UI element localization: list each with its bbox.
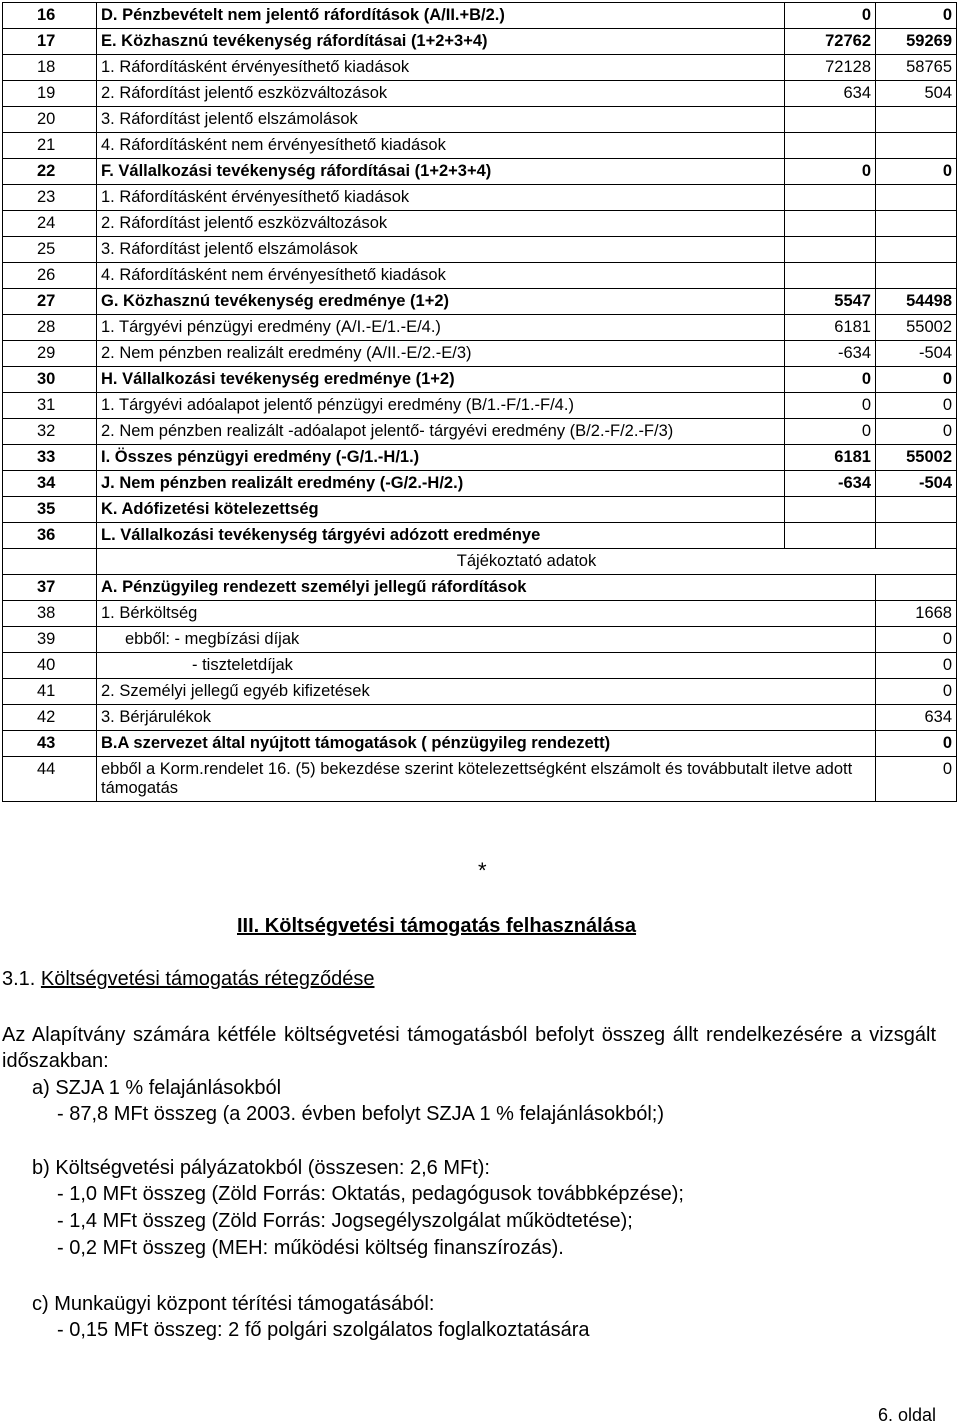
value-current-year: 0 [876, 367, 957, 393]
row-label: 2. Ráfordítást jelentő eszközváltozások [97, 81, 785, 107]
value-current-year: 54498 [876, 289, 957, 315]
info-heading-row [3, 549, 957, 575]
value-current-year [876, 133, 957, 159]
section-heading: III. Költségvetési támogatás felhasználása [237, 915, 637, 937]
value-current-year: 0 [876, 159, 957, 185]
value-current-year: -504 [876, 341, 957, 367]
row-number: 23 [3, 185, 97, 211]
table-row [3, 133, 957, 159]
table-row [3, 159, 957, 185]
value-previous-year: 0 [785, 159, 876, 185]
row-value: 634 [876, 705, 957, 731]
row-label: 1. Tárgyévi adóalapot jelentő pénzügyi eredmény (B/1.-F/1.-F/4.) [97, 393, 785, 419]
value-previous-year: -634 [785, 471, 876, 497]
row-label: A. Pénzügyileg rendezett személyi jellegű ráfordítások [97, 575, 876, 601]
table-row [3, 445, 957, 471]
row-value: 1668 [876, 601, 957, 627]
row-number: 26 [3, 263, 97, 289]
value-current-year [876, 497, 957, 523]
row-label: 3. Ráfordítást jelentő elszámolások [97, 107, 785, 133]
row-number: 17 [3, 29, 97, 55]
value-current-year [876, 237, 957, 263]
row-value: 0 [876, 653, 957, 679]
asterisk: * [478, 858, 487, 883]
row-label: 2. Nem pénzben realizált -adóalapot jelentő- tárgyévi eredmény (B/2.-F/2.-F/3) [97, 419, 785, 445]
table-row [3, 237, 957, 263]
row-number: 28 [3, 315, 97, 341]
table-row [3, 471, 957, 497]
value-current-year: 0 [876, 419, 957, 445]
value-current-year: 0 [876, 3, 957, 29]
table-row [3, 289, 957, 315]
row-label: L. Vállalkozási tevékenység tárgyévi adózott eredménye [97, 523, 785, 549]
row-number: 34 [3, 471, 97, 497]
item-c-detail: - 0,15 MFt összeg: 2 fő polgári szolgálatos foglalkoztatására [57, 1319, 590, 1341]
row-number: 36 [3, 523, 97, 549]
value-current-year [876, 523, 957, 549]
row-label: D. Pénzbevételt nem jelentő ráfordítások (A/II.+B/2.) [97, 3, 785, 29]
table-row [3, 263, 957, 289]
row-label: 1. Ráfordításként érvényesíthető kiadások [97, 55, 785, 81]
row-label: - tiszteletdíjak [97, 653, 876, 679]
table-row [3, 731, 957, 757]
table-row [3, 653, 957, 679]
value-previous-year [785, 211, 876, 237]
value-previous-year: 6181 [785, 315, 876, 341]
table-row [3, 575, 957, 601]
value-previous-year: 72762 [785, 29, 876, 55]
table-row [3, 419, 957, 445]
row-value [876, 575, 957, 601]
item-a-title: a) SZJA 1 % felajánlásokból [32, 1077, 282, 1099]
row-value: 0 [876, 679, 957, 705]
value-previous-year [785, 497, 876, 523]
value-current-year: 59269 [876, 29, 957, 55]
row-number: 16 [3, 3, 97, 29]
subsection-title: Költségvetési támogatás rétegződése [40, 968, 375, 990]
row-number: 35 [3, 497, 97, 523]
row-number: 33 [3, 445, 97, 471]
table-row [3, 601, 957, 627]
value-current-year: 58765 [876, 55, 957, 81]
row-number: 18 [3, 55, 97, 81]
row-number: 32 [3, 419, 97, 445]
row-number: 39 [3, 627, 97, 653]
value-previous-year [785, 107, 876, 133]
financial-table [2, 2, 957, 802]
row-number: 29 [3, 341, 97, 367]
row-label: F. Vállalkozási tevékenység ráfordításai (1+2+3+4) [97, 159, 785, 185]
value-current-year [876, 263, 957, 289]
value-current-year [876, 211, 957, 237]
row-label: I. Összes pénzügyi eredmény (-G/1.-H/1.) [97, 445, 785, 471]
item-c-title: c) Munkaügyi központ térítési támogatásából: [32, 1293, 435, 1315]
row-label: 3. Bérjárulékok [97, 705, 876, 731]
row-label: ebből a Korm.rendelet 16. (5) bekezdése szerint kötelezettségként elszámolt és továbbutalt iletve adott támogatás [97, 757, 876, 802]
value-current-year: -504 [876, 471, 957, 497]
row-label: B.A szervezet által nyújtott támogatások ( pénzügyileg rendezett) [97, 731, 876, 757]
value-current-year: 55002 [876, 315, 957, 341]
row-label: 4. Ráfordításként nem érvényesíthető kiadások [97, 133, 785, 159]
table-row [3, 757, 957, 802]
row-number: 38 [3, 601, 97, 627]
table-row [3, 523, 957, 549]
value-current-year: 55002 [876, 445, 957, 471]
row-number: 40 [3, 653, 97, 679]
table-row [3, 315, 957, 341]
value-current-year [876, 185, 957, 211]
row-number [3, 549, 97, 575]
row-value: 0 [876, 731, 957, 757]
item-a-detail: - 87,8 MFt összeg (a 2003. évben befolyt SZJA 1 % felajánlásokból;) [57, 1103, 664, 1125]
row-label: 1. Tárgyévi pénzügyi eredmény (A/I.-E/1.-E/4.) [97, 315, 785, 341]
row-number: 41 [3, 679, 97, 705]
value-previous-year: 0 [785, 3, 876, 29]
row-number: 22 [3, 159, 97, 185]
value-current-year: 504 [876, 81, 957, 107]
item-b-title: b) Költségvetési pályázatokból (összesen: 2,6 MFt): [32, 1157, 490, 1179]
table-row [3, 367, 957, 393]
row-label: 1. Bérköltség [97, 601, 876, 627]
row-value: 0 [876, 757, 957, 802]
row-number: 20 [3, 107, 97, 133]
table-row [3, 211, 957, 237]
subsection-heading [2, 968, 374, 991]
value-previous-year: 5547 [785, 289, 876, 315]
row-label: E. Közhasznú tevékenység ráfordításai (1+2+3+4) [97, 29, 785, 55]
table-row [3, 55, 957, 81]
row-label: H. Vállalkozási tevékenység eredménye (1+2) [97, 367, 785, 393]
table-row [3, 393, 957, 419]
row-number: 19 [3, 81, 97, 107]
row-label: G. Közhasznú tevékenység eredménye (1+2) [97, 289, 785, 315]
table-row [3, 185, 957, 211]
row-label: K. Adófizetési kötelezettség [97, 497, 785, 523]
subsection-number: 3.1. [2, 968, 41, 990]
value-previous-year [785, 263, 876, 289]
row-label: J. Nem pénzben realizált eredmény (-G/2.-H/2.) [97, 471, 785, 497]
row-label: 1. Ráfordításként érvényesíthető kiadások [97, 185, 785, 211]
row-value: 0 [876, 627, 957, 653]
value-previous-year: 0 [785, 367, 876, 393]
value-previous-year [785, 185, 876, 211]
value-previous-year: 6181 [785, 445, 876, 471]
value-previous-year: 72128 [785, 55, 876, 81]
table-row [3, 705, 957, 731]
table-row [3, 497, 957, 523]
value-current-year [876, 107, 957, 133]
item-b-detail-1: - 1,0 MFt összeg (Zöld Forrás: Oktatás, pedagógusok továbbképzése); [57, 1183, 684, 1205]
row-number: 31 [3, 393, 97, 419]
item-b-detail-3: - 0,2 MFt összeg (MEH: működési költség finanszírozás). [57, 1237, 564, 1259]
row-number: 44 [3, 757, 97, 802]
row-number: 42 [3, 705, 97, 731]
table-row [3, 81, 957, 107]
row-label: 2. Nem pénzben realizált eredmény (A/II.-E/2.-E/3) [97, 341, 785, 367]
table-row [3, 3, 957, 29]
item-b-detail-2: - 1,4 MFt összeg (Zöld Forrás: Jogsegélyszolgálat működtetése); [57, 1210, 633, 1232]
row-number: 21 [3, 133, 97, 159]
row-number: 37 [3, 575, 97, 601]
value-previous-year [785, 237, 876, 263]
row-number: 24 [3, 211, 97, 237]
table-row [3, 627, 957, 653]
value-previous-year: 634 [785, 81, 876, 107]
page-number: 6. oldal [877, 1405, 936, 1425]
table-row [3, 107, 957, 133]
row-number: 25 [3, 237, 97, 263]
row-number: 27 [3, 289, 97, 315]
value-previous-year [785, 523, 876, 549]
row-number: 43 [3, 731, 97, 757]
intro-paragraph: Az Alapítvány számára kétféle költségvetési támogatásból befolyt összeg állt rendelkezésére a vizsgált időszakban: [2, 1024, 936, 1072]
info-heading: Tájékoztató adatok [97, 549, 957, 575]
table-row [3, 341, 957, 367]
value-previous-year [785, 133, 876, 159]
value-previous-year: 0 [785, 419, 876, 445]
row-label: 2. Személyi jellegű egyéb kifizetések [97, 679, 876, 705]
row-label: 2. Ráfordítást jelentő eszközváltozások [97, 211, 785, 237]
row-label: 4. Ráfordításként nem érvényesíthető kiadások [97, 263, 785, 289]
value-previous-year: 0 [785, 393, 876, 419]
row-number: 30 [3, 367, 97, 393]
value-previous-year: -634 [785, 341, 876, 367]
table-row [3, 29, 957, 55]
table-row [3, 679, 957, 705]
row-label: 3. Ráfordítást jelentő elszámolások [97, 237, 785, 263]
row-label: ebből: - megbízási díjak [97, 627, 876, 653]
value-current-year: 0 [876, 393, 957, 419]
